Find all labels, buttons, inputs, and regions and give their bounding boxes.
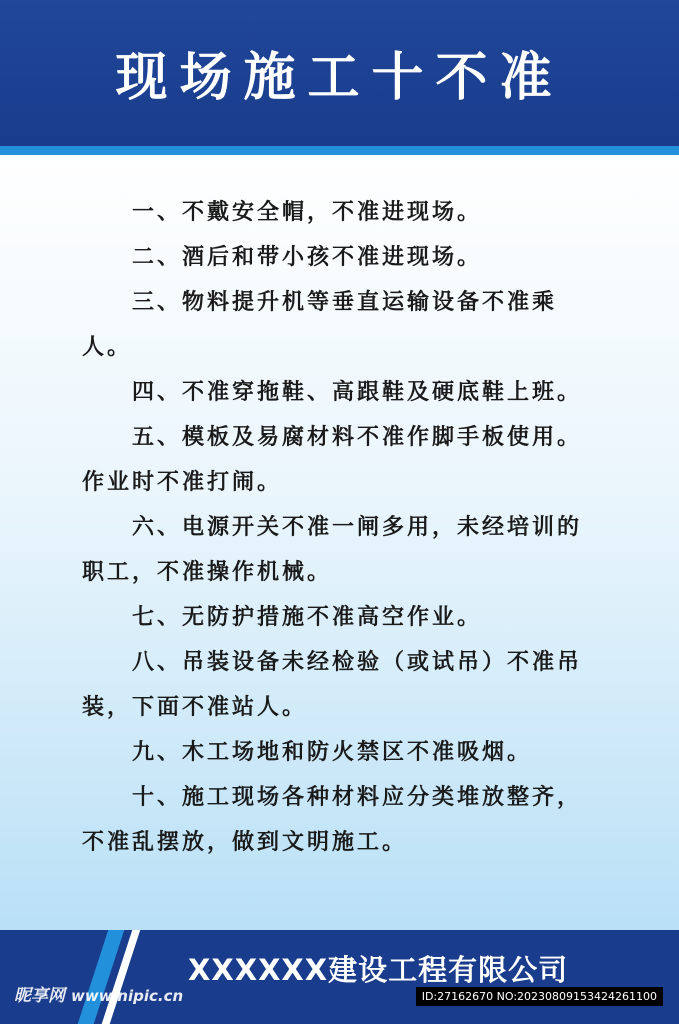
rule-item: 五、模板及易腐材料不准作脚手板使用。作业时不准打闹。 <box>82 425 583 495</box>
watermark <box>14 988 183 1005</box>
accent-stripe <box>0 146 679 155</box>
rule-item: 三、物料提升机等垂直运输设备不准乘人。 <box>82 290 558 360</box>
rule-item: 二、酒后和带小孩不准进现场。 <box>132 245 483 270</box>
watermark-logo: 昵享网 <box>14 986 65 1006</box>
rule-item: 八、吊装设备未经检验（或试吊）不准吊装，下面不准站人。 <box>82 650 583 720</box>
rule-item: 九、木工场地和防火禁区不准吸烟。 <box>132 740 533 765</box>
rule-item: 四、不准穿拖鞋、高跟鞋及硬底鞋上班。 <box>132 380 583 405</box>
page-title: 现场施工十不准 <box>115 48 564 108</box>
rule-item: 十、施工现场各种材料应分类堆放整齐，不准乱摆放，做到文明施工。 <box>82 785 583 855</box>
rule-item: 七、无防护措施不准高空作业。 <box>132 605 483 630</box>
rules-list <box>82 190 602 865</box>
header-bar <box>0 0 679 146</box>
watermark-site: www.nipic.cn <box>71 987 184 1005</box>
rule-item: 六、电源开关不准一闸多用，未经培训的职工，不准操作机械。 <box>82 515 583 585</box>
image-id-label: ID:27162670 NO:20230809153424261100 <box>416 987 663 1006</box>
company-name: XXXXXX建设工程有限公司 <box>188 953 569 987</box>
rule-item: 一、不戴安全帽，不准进现场。 <box>132 200 483 225</box>
footer-bar <box>0 930 679 1024</box>
